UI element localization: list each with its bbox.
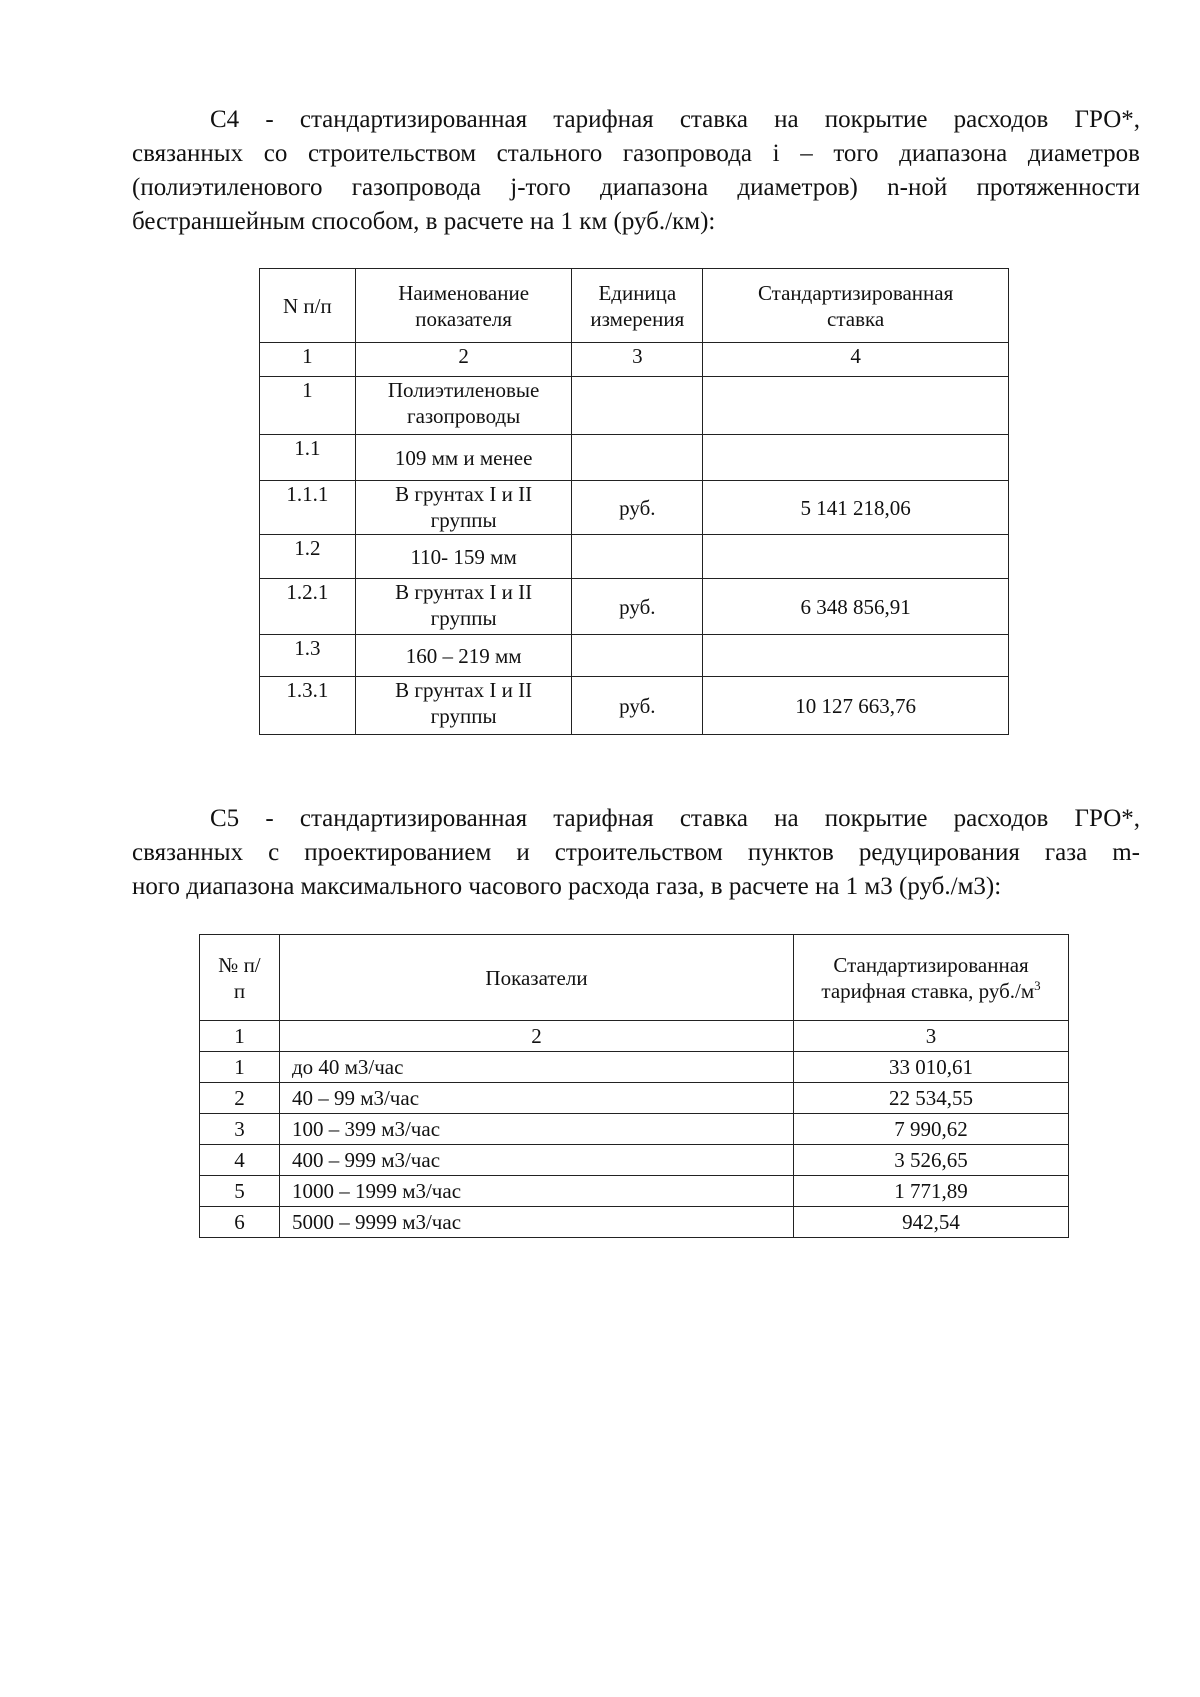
column-number: 4 <box>703 343 1009 377</box>
row-name: В грунтах I и II группы <box>355 579 572 635</box>
c5-description <box>132 802 1140 904</box>
header-indicator-name: Наименование показателя <box>355 269 572 343</box>
row-number: 2 <box>200 1083 280 1114</box>
row-name: В грунтах I и II группы <box>355 677 572 735</box>
row-number: 1.1.1 <box>260 481 356 535</box>
row-unit: руб. <box>572 677 703 735</box>
row-name: 40 – 99 м3/час <box>279 1083 793 1114</box>
row-number: 1.2.1 <box>260 579 356 635</box>
table-row <box>200 1207 1069 1238</box>
row-name: 100 – 399 м3/час <box>279 1114 793 1145</box>
column-number-row <box>260 343 1009 377</box>
column-number: 3 <box>794 1021 1069 1052</box>
c4-description-line: связанных со строительством стального газопровода i – того диапазона диаметров <box>132 140 1140 167</box>
row-unit <box>572 377 703 435</box>
table-row <box>260 377 1009 435</box>
row-name: Полиэтиленовые газопроводы <box>355 377 572 435</box>
c5-description-line: ного диапазона максимального часового расхода газа, в расчете на 1 м3 (руб./м3): <box>132 873 1002 900</box>
header-rate-superscript: 3 <box>1034 977 1041 993</box>
row-rate: 1 771,89 <box>794 1176 1069 1207</box>
row-number: 1 <box>200 1052 280 1083</box>
row-rate <box>703 535 1009 579</box>
row-name: 110- 159 мм <box>355 535 572 579</box>
column-number: 2 <box>279 1021 793 1052</box>
row-rate: 7 990,62 <box>794 1114 1069 1145</box>
row-name: 400 – 999 м3/час <box>279 1145 793 1176</box>
table-row <box>260 635 1009 677</box>
row-rate: 942,54 <box>794 1207 1069 1238</box>
table-row <box>200 1145 1069 1176</box>
row-number: 5 <box>200 1176 280 1207</box>
table-header-row <box>260 269 1009 343</box>
c4-description-line: бестраншейным способом, в расчете на 1 км (руб./км): <box>132 208 716 235</box>
table-row <box>200 1083 1069 1114</box>
header-number: № п/п <box>200 935 280 1021</box>
c5-description-line: связанных с проектированием и строительством пунктов редуцирования газа m- <box>132 839 1140 866</box>
row-rate: 6 348 856,91 <box>703 579 1009 635</box>
column-number-row <box>200 1021 1069 1052</box>
column-number: 2 <box>355 343 572 377</box>
row-rate: 10 127 663,76 <box>703 677 1009 735</box>
row-number: 1.3 <box>260 635 356 677</box>
row-number: 3 <box>200 1114 280 1145</box>
row-unit <box>572 635 703 677</box>
row-unit <box>572 435 703 481</box>
row-number: 4 <box>200 1145 280 1176</box>
table-row <box>260 435 1009 481</box>
header-unit: Единица измерения <box>572 269 703 343</box>
row-rate <box>703 635 1009 677</box>
c4-description-line: (полиэтиленового газопровода j-того диапазона диаметров) n-ной протяженности <box>132 174 1140 201</box>
c4-description <box>132 103 1140 239</box>
row-number: 1.3.1 <box>260 677 356 735</box>
c5-rates-table <box>199 934 1069 1238</box>
c4-description-line: С4 - стандартизированная тарифная ставка на покрытие расходов ГРО*, <box>210 106 1140 133</box>
table-row <box>260 677 1009 735</box>
c5-description-line: С5 - стандартизированная тарифная ставка на покрытие расходов ГРО*, <box>210 805 1140 832</box>
header-number: N п/п <box>260 269 356 343</box>
row-rate: 3 526,65 <box>794 1145 1069 1176</box>
row-rate: 5 141 218,06 <box>703 481 1009 535</box>
row-number: 1 <box>260 377 356 435</box>
header-standard-rate: Стандартизированная ставка <box>703 269 1009 343</box>
row-unit: руб. <box>572 481 703 535</box>
table-row <box>260 579 1009 635</box>
header-rate-text: Стандартизированная тарифная ставка, руб./м <box>821 952 1035 1003</box>
table-row <box>260 481 1009 535</box>
row-unit <box>572 535 703 579</box>
row-name: 160 – 219 мм <box>355 635 572 677</box>
header-indicators: Показатели <box>279 935 793 1021</box>
header-standard-tariff-rate <box>794 935 1069 1021</box>
row-rate <box>703 377 1009 435</box>
row-name: 1000 – 1999 м3/час <box>279 1176 793 1207</box>
table-header-row <box>200 935 1069 1021</box>
column-number: 3 <box>572 343 703 377</box>
row-unit: руб. <box>572 579 703 635</box>
row-rate: 22 534,55 <box>794 1083 1069 1114</box>
row-name: 5000 – 9999 м3/час <box>279 1207 793 1238</box>
row-rate: 33 010,61 <box>794 1052 1069 1083</box>
column-number: 1 <box>260 343 356 377</box>
column-number: 1 <box>200 1021 280 1052</box>
table-row <box>260 535 1009 579</box>
table-row <box>200 1052 1069 1083</box>
row-name: 109 мм и менее <box>355 435 572 481</box>
c4-rates-table <box>259 268 1009 735</box>
row-name: до 40 м3/час <box>279 1052 793 1083</box>
table-row <box>200 1176 1069 1207</box>
table-row <box>200 1114 1069 1145</box>
row-number: 6 <box>200 1207 280 1238</box>
row-number: 1.1 <box>260 435 356 481</box>
row-name: В грунтах I и II группы <box>355 481 572 535</box>
row-number: 1.2 <box>260 535 356 579</box>
row-rate <box>703 435 1009 481</box>
